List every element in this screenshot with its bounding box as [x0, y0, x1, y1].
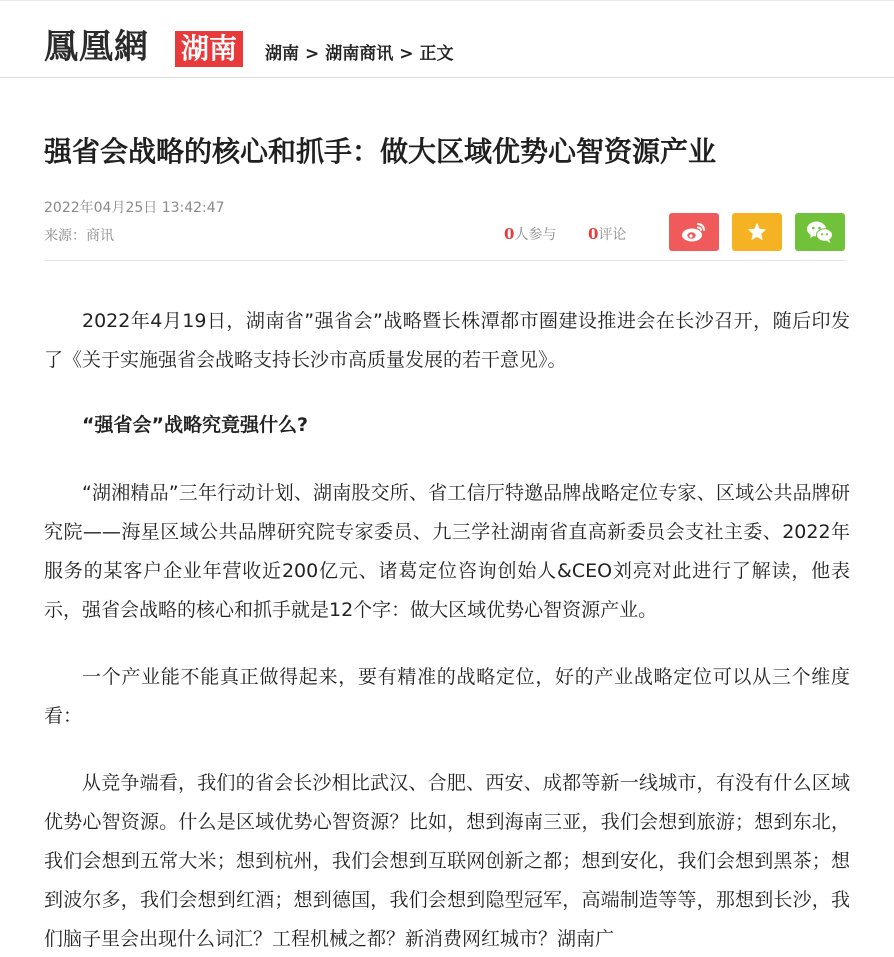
article-paragraph: 一个产业能不能真正做得起来，要有精准的战略定位，好的产业战略定位可以从三个维度看：	[44, 666, 850, 727]
comments-label: 评论	[598, 227, 627, 243]
participants-number: 0	[504, 225, 515, 243]
breadcrumb-current: 正文	[419, 44, 454, 64]
article-paragraph: 2022年4月19日，湖南省”强省会”战略暨长株潭都市圈建设推进会在长沙召开，随后印发了《关于实施强省会战略支持长沙市高质量发展的若干意见》。	[44, 310, 850, 371]
breadcrumb-hunan[interactable]: 湖南	[265, 44, 299, 64]
site-header	[0, 0, 894, 78]
article-subheading: “强省会”战略究竟强什么?	[82, 414, 308, 436]
share-wechat-button[interactable]	[795, 213, 845, 251]
breadcrumb-separator: >	[399, 44, 414, 64]
participants-label: 人参与	[514, 227, 557, 243]
participants-count[interactable]	[504, 224, 556, 245]
article-source: 来源：商讯	[44, 228, 114, 244]
share-weibo-button[interactable]	[669, 213, 719, 251]
star-icon	[746, 221, 768, 243]
breadcrumb-hunan-news[interactable]: 湖南商讯	[325, 44, 394, 64]
favorite-button[interactable]	[732, 213, 782, 251]
article-title: 强省会战略的核心和抓手：做大区域优势心智资源产业	[44, 135, 717, 168]
publish-date: 2022年04月25日 13:42:47	[44, 200, 225, 216]
article-paragraph: 从竞争端看，我们的省会长沙相比武汉、合肥、西安、成都等新一线城市，有没有什么区域优势心智资源。什么是区域优势心智资源？比如，想到海南三亚，我们会想到旅游；想到东北，我们会想到五常大米；想到杭州，我们会想到互联网创新之都；想到安化，我们会想到黑茶；想到波尔多，我们会想到红酒；想到德国，我们会想到隐型冠军，高端制造等等，那想到长沙，我们脑子里会出现什么词汇？工程机械之都？新消费网红城市？湖南广	[44, 772, 850, 950]
comments-count[interactable]	[588, 224, 626, 245]
meta-divider	[44, 260, 846, 261]
breadcrumb-separator: >	[305, 44, 320, 64]
breadcrumb	[265, 43, 454, 65]
comments-number: 0	[588, 225, 599, 243]
weibo-icon	[681, 221, 707, 243]
article-paragraph: “湖湘精品”三年行动计划、湖南股交所、省工信厅特邀品牌战略定位专家、区域公共品牌研究院——海星区域公共品牌研究院专家委员、九三学社湖南省直高新委员会支社主委、2022年服务的某客户企业年营收近200亿元、诸葛定位咨询创始人&CEO刘亮对此进行了解读，他表示，强省会战略的核心和抓手就是12个字：做大区域优势心智资源产业。	[44, 482, 850, 621]
ifeng-logo[interactable]: 鳳凰網	[44, 27, 149, 67]
region-logo-hunan[interactable]: 湖南	[175, 31, 243, 67]
wechat-icon	[806, 220, 834, 244]
